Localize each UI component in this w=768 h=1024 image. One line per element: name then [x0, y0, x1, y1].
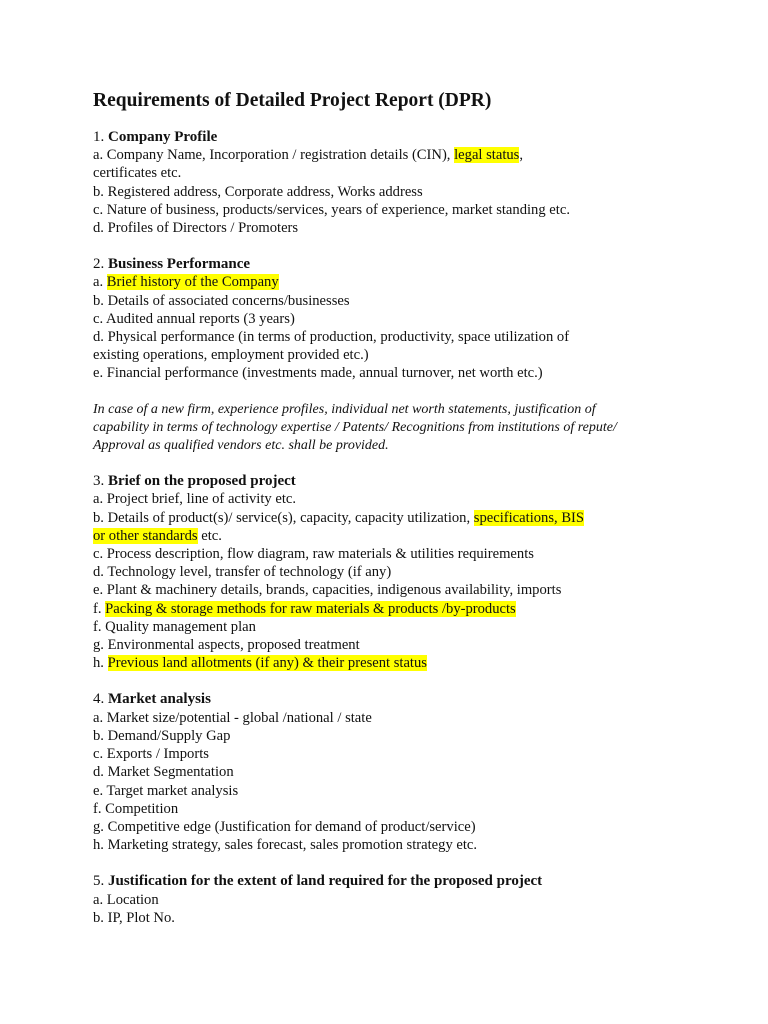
section-heading [93, 472, 733, 490]
text-run: c. Exports / Imports [93, 746, 209, 763]
document-title: Requirements of Detailed Project Report (DPR) [93, 90, 492, 111]
list-item [93, 292, 733, 310]
section-1 [93, 128, 733, 237]
list-item [93, 183, 733, 201]
section-number: 3. [93, 473, 105, 490]
text-run: c. Process description, flow diagram, raw materials & utilities requirements [93, 546, 534, 563]
highlighted-text: Brief history of the Company [106, 274, 279, 291]
text-run: c. Audited annual reports (3 years) [93, 310, 295, 327]
text-run: a. [93, 274, 107, 291]
text-run: a. Project brief, line of activity etc. [93, 491, 297, 508]
text-run: b. Details of associated concerns/businesses [93, 292, 350, 309]
section-number: 4. [93, 691, 105, 708]
list-item-continuation [93, 527, 733, 545]
list-item [93, 490, 733, 508]
section-4 [93, 690, 733, 854]
highlighted-text: specifications, BIS [473, 509, 585, 526]
list-item [93, 909, 733, 927]
list-item [93, 545, 733, 563]
text-run: e. Plant & machinery details, brands, capacities, indigenous availability, imports [93, 582, 562, 599]
text-run: h. [93, 655, 108, 672]
list-item [93, 328, 733, 346]
list-item [93, 600, 733, 618]
highlighted-text: Packing & storage methods for raw materials & products /by-products [105, 600, 516, 617]
list-item [93, 581, 733, 599]
text-run: b. Registered address, Corporate address, Works address [93, 183, 423, 200]
list-item [93, 818, 733, 836]
list-item [93, 563, 733, 581]
list-item [93, 618, 733, 636]
section-title: Market analysis [108, 691, 211, 708]
text-run: b. Demand/Supply Gap [93, 727, 231, 744]
text-run: b. Details of product(s)/ service(s), capacity, capacity utilization, [93, 509, 474, 526]
section-heading [93, 128, 733, 146]
section-2 [93, 255, 733, 382]
section-title: Business Performance [108, 256, 251, 273]
list-item [93, 636, 733, 654]
text-run: d. Profiles of Directors / Promoters [93, 220, 299, 237]
list-item [93, 782, 733, 800]
section-title: Justification for the extent of land required for the proposed project [108, 873, 543, 890]
list-item [93, 219, 733, 237]
list-item [93, 745, 733, 763]
list-item [93, 364, 733, 382]
text-run: , [519, 147, 524, 164]
text-run: h. Marketing strategy, sales forecast, sales promotion strategy etc. [93, 837, 478, 854]
list-item [93, 310, 733, 328]
highlighted-text: Previous land allotments (if any) & their present status [107, 655, 427, 672]
list-item [93, 763, 733, 781]
list-item [93, 836, 733, 854]
highlighted-text: legal status [454, 147, 520, 164]
list-item [93, 727, 733, 745]
section-5 [93, 872, 733, 927]
list-item [93, 273, 733, 291]
section-heading [93, 255, 733, 273]
document-page [93, 88, 733, 945]
text-run: etc. [197, 527, 222, 544]
list-item [93, 146, 733, 164]
section-heading [93, 872, 733, 890]
highlighted-text: or other standards [93, 527, 198, 544]
text-run: d. Market Segmentation [93, 764, 234, 781]
text-run: a. Location [93, 891, 159, 908]
text-run: f. [93, 600, 106, 617]
list-item [93, 654, 733, 672]
italic-note: In case of a new firm, experience profiles, individual net worth statements, justification of capability in terms of technology expertise / Patents/ Recognitions from institutions of repute/ Approval as qualified vendors etc. shall be provided. [93, 401, 617, 454]
list-item [93, 201, 733, 219]
text-run: f. Competition [93, 800, 179, 817]
text-run: d. Technology level, transfer of technology (if any) [93, 564, 392, 581]
text-run: d. Physical performance (in terms of production, productivity, space utilization of [93, 329, 570, 346]
section-title: Brief on the proposed project [108, 473, 296, 490]
section-title: Company Profile [108, 129, 218, 145]
text-run: c. Nature of business, products/services, years of experience, market standing etc. [93, 201, 570, 218]
section-number: 2. [93, 256, 105, 273]
list-item [93, 709, 733, 727]
list-item [93, 800, 733, 818]
section-number: 1. [93, 129, 105, 145]
list-item [93, 891, 733, 909]
sections-container [93, 128, 733, 927]
text-run: b. IP, Plot No. [93, 909, 175, 926]
text-run: a. Market size/potential - global /national / state [93, 709, 372, 726]
text-run: g. Competitive edge (Justification for demand of product/service) [93, 818, 476, 835]
text-run: f. Quality management plan [93, 618, 256, 635]
text-run: e. Target market analysis [93, 782, 239, 799]
section-3 [93, 472, 733, 672]
list-item-continuation: certificates etc. [93, 165, 182, 182]
text-run: a. Company Name, Incorporation / registration details (CIN), [93, 147, 455, 164]
list-item [93, 509, 733, 527]
section-heading [93, 690, 733, 708]
list-item-continuation: existing operations, employment provided etc.) [93, 347, 369, 364]
text-run: e. Financial performance (investments made, annual turnover, net worth etc.) [93, 365, 543, 382]
section-number: 5. [93, 873, 105, 890]
text-run: g. Environmental aspects, proposed treatment [93, 637, 360, 654]
